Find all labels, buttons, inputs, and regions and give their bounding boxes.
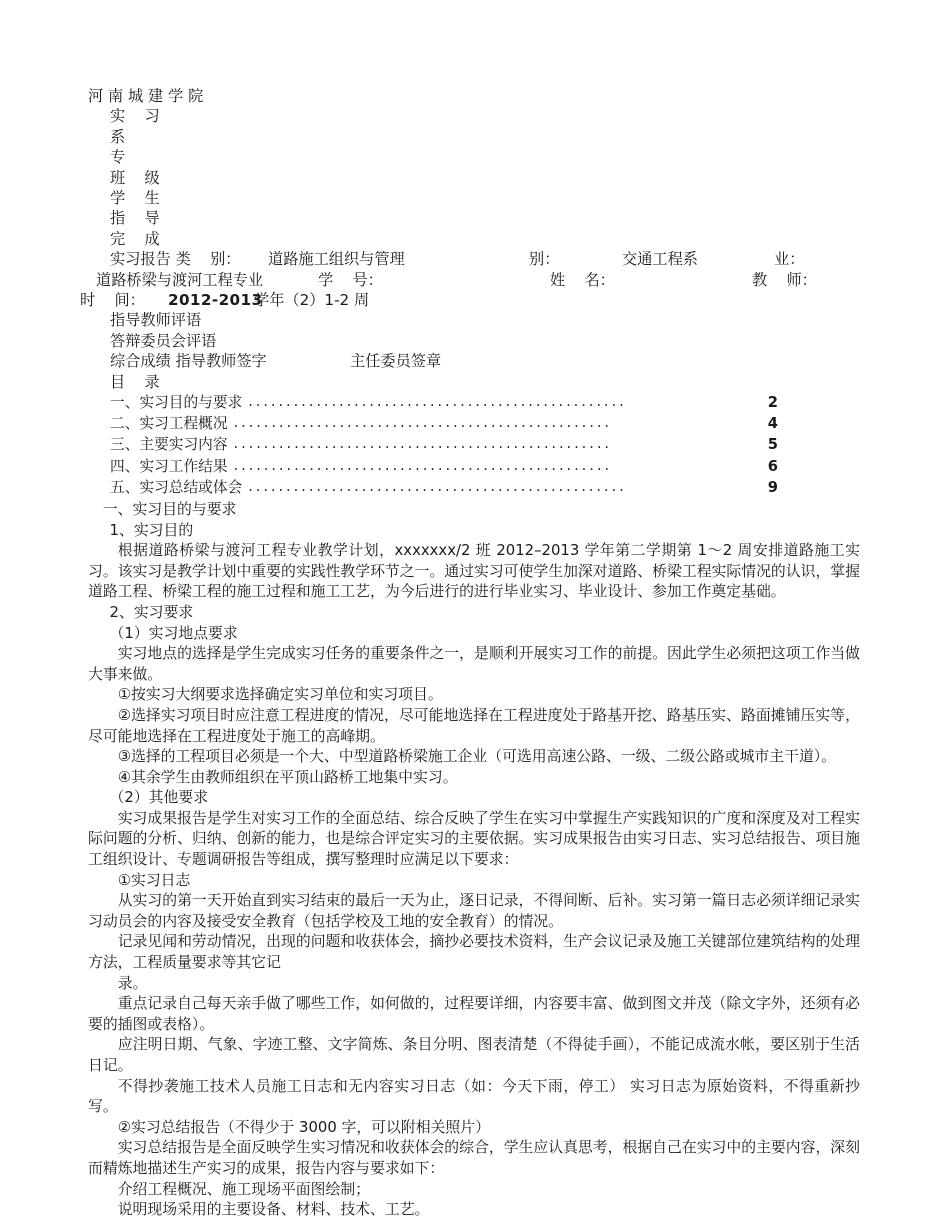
cover-field-student: 学 生 [110,189,160,208]
teacher-label: 教 师： [752,270,817,289]
paragraph-diary-2-tail: 录。 [117,973,148,992]
list-item-site-2: ②选择实习项目时应注意工程进度的情况，尽可能地选择在工程进度处于路基开挖、路基压实、路面摊铺压实等，尽可能地选择在工程进度处于施工的高峰期。 [88,705,860,745]
toc-entry-page: 2 [767,394,778,412]
chair-signature-label: 主任委员签章 [350,352,442,371]
paragraph-result-report: 实习成果报告是学生对实习工作的全面总结、综合反映了学生在实习中掌握生产实践知识的广度和深度及对工程实际问题的分析、归纳、创新的能力，也是综合评定实习的主要依据。实习成果报告由实习日志、实习总结报告、项目施工组织设计、专题调研报告等组成，撰写整理时应满足以下要求： [88,808,860,869]
paragraph-diary-2: 记录见闻和劳动情况，出现的问题和收获体会，摘抄必要技术资料，生产会议记录及施工关键部位建筑结构的处理方法，工程质量要求等其它记 [88,932,860,972]
paragraph-diary-3: 重点记录自己每天亲手做了哪些工作，如何做的，过程要详细，内容要丰富、做到图文并茂（除文字外，还须有必要的插图或表格）。 [88,994,860,1033]
department-label: 别： [529,250,560,269]
toc-entry[interactable] [110,477,778,498]
toc-entry-page: 9 [767,478,778,496]
list-item-diary-heading: ①实习日志 [117,870,191,889]
document-body [80,86,863,1220]
list-item-summary-heading: ②实习总结报告（不得少于 3000 字，可以附相关照片） [117,1117,490,1136]
toc-title: 目 录 [110,372,160,391]
student-id-label: 学 号： [318,270,383,289]
requirement-heading-site: （1）实习地点要求 [109,623,238,642]
list-item-site-3: ③选择的工程项目必须是一个大、中型道路桥梁施工企业（可选用高速公路、一级、二级公路或城市主干道）。 [117,747,837,766]
toc-entry-page: 5 [767,436,778,454]
paragraph-summary: 实习总结报告是全面反映学生实习情况和收获体会的综合，学生应认真思考，根据自己在实习中的主要内容，深刻而精炼地描述生产实习的成果，报告内容与要求如下： [88,1138,860,1177]
advisor-comment-label: 指导教师评语 [110,311,202,330]
header-row-time [80,290,863,310]
toc-entry-label: 三、主要实习内容 [110,436,228,454]
cover-field-completion: 完 成 [110,229,160,248]
header-row-category [88,249,863,269]
subsection-heading-1-1: 1、实习目的 [109,520,194,539]
time-year-range: 2012-2013 [168,291,263,310]
cover-field-major: 专 [110,148,126,167]
toc-entry[interactable] [110,434,778,455]
institution-name: 河 南 城 建 学 院 [88,87,204,105]
toc-dot-leader: .................................................. [248,393,627,411]
toc-dot-leader: .................................................. [233,456,612,474]
paragraph-purpose: 根据道路桥梁与渡河工程专业教学计划，xxxxxxx/2 班 2012–2013 学年第二学期第 1～2 周安排道路施工实习。该实习是教学计划中重要的实践性教学环节之一。通过实习可使学生加深对道路、桥梁工程实际情况的认识，掌握道路工程、桥梁工程的施工过程和施工工艺，为今后进行的进行毕业实习、毕业设计、参加工作奠定基础。 [88,541,860,601]
list-item-site-1: ①按实习大纲要求选择确定实习单位和实习项目。 [117,685,443,704]
cover-field-internship: 实 习 [110,107,160,126]
cover-field-class: 班 级 [110,168,160,187]
report-category-label: 实习报告 类 别： [110,250,241,269]
department-value: 交通工程系 [622,250,698,269]
toc-dot-leader: .................................................. [233,435,612,453]
toc-entry-label: 一、实习目的与要求 [110,394,243,412]
defense-committee-comment-label: 答辩委员会评语 [110,331,217,350]
major-value: 道路桥梁与渡河工程专业 [96,270,264,289]
paragraph-summary-item-1: 介绍工程概况、施工现场平面图绘制； [117,1179,371,1198]
paragraph-diary-1: 从实习的第一天开始直到实习结束的最后一天为止，逐日记录，不得间断、后补。实习第一篇日志必须详细记录实习动员会的内容及接受安全教育（包括学校及工地的安全教育）的情况。 [88,891,860,930]
toc-entry[interactable] [110,413,778,434]
student-name-label: 姓 名： [550,270,615,289]
time-week-range: 学年（2）1-2 周 [254,291,370,310]
overall-grade-label: 综合成绩 指导教师签字 [110,352,267,371]
paragraph-summary-item-2: 说明现场采用的主要设备、材料、技术、工艺。 [117,1200,430,1219]
list-item-site-4: ④其余学生由教师组织在平顶山路桥工地集中实习。 [117,767,458,786]
major-label: 业： [774,250,805,269]
header-row-major [88,270,863,290]
section-heading-1: 一、实习目的与要求 [102,499,237,518]
toc-entry-page: 6 [767,457,778,475]
toc-entry[interactable] [110,456,778,477]
toc-entry-label: 五、实习总结或体会 [110,478,243,496]
paragraph-diary-5: 不得抄袭施工技术人员施工日志和无内容实习日志（如：今天下雨，停工） 实习日志为原始资料，不得重新抄写。 [88,1076,860,1116]
paragraph-site-selection: 实习地点的选择是学生完成实习任务的重要条件之一，是顺利开展实习工作的前提。因此学生必须把这项工作当做大事来做。 [88,644,860,683]
paragraph-diary-4: 应注明日期、气象、字迹工整、文字简炼、条目分明、图表清楚（不得徒手画），不能记成流水帐，要区别于生活日记。 [88,1035,860,1074]
cover-field-department: 系 [110,127,126,146]
toc-entry-label: 二、实习工程概况 [110,415,228,433]
toc-entry-label: 四、实习工作结果 [110,457,228,475]
cover-field-advisor: 指 导 [110,209,160,228]
report-category-value: 道路施工组织与管理 [268,250,405,269]
toc-list [88,392,863,498]
header-row-grade [88,351,863,371]
requirement-heading-other: （2）其他要求 [109,788,209,807]
toc-entry[interactable] [110,392,778,413]
subsection-heading-1-2: 2、实习要求 [109,602,194,621]
time-label: 时 间： [80,291,145,310]
toc-dot-leader: .................................................. [233,414,612,432]
toc-dot-leader: .................................................. [248,477,627,495]
body-content [88,499,863,1220]
toc-entry-page: 4 [767,415,778,433]
